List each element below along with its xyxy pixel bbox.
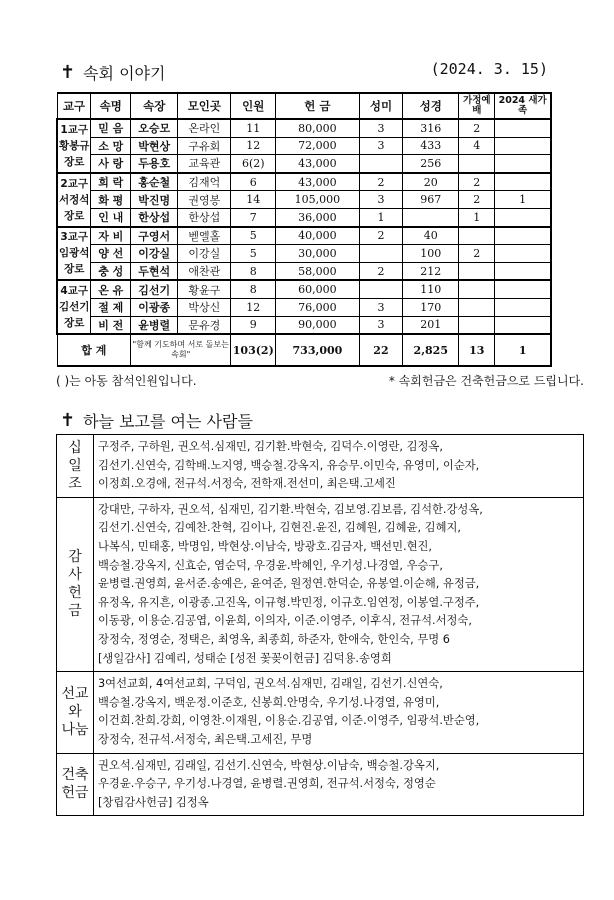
donor-line: 3여선교회, 4여선교회, 구덕임, 권오석.심재민, 김래일, 김선기.신연숙, — [98, 677, 443, 691]
table-cell: 1 — [495, 191, 551, 209]
col-header: 인원 — [231, 93, 276, 119]
table-cell: 믿 음 — [91, 119, 131, 137]
table-cell: 2 — [459, 245, 495, 263]
table-cell: 1 — [359, 208, 403, 226]
table-cell: 3 — [359, 119, 403, 137]
table-cell: 212 — [403, 262, 459, 280]
donor-category-line: 사 — [68, 567, 82, 584]
table-cell: 8 — [231, 280, 276, 298]
cross-icon: ✝ — [60, 61, 76, 83]
table-cell: 2 — [459, 191, 495, 209]
table-cell: 두현석 — [131, 262, 178, 280]
donor-list — [94, 497, 584, 671]
table-cell: 이강실 — [178, 245, 231, 263]
table-cell: 김재억 — [178, 173, 231, 191]
table-cell: 박현상 — [131, 137, 178, 155]
table-cell: 9 — [231, 316, 276, 334]
table-row — [57, 316, 551, 334]
donor-line: 나복식, 민태홍, 박명임, 박현상.이남숙, 방광호.김금자, 백선민.현진, — [98, 539, 433, 553]
district-label — [57, 227, 91, 281]
table-row — [57, 262, 551, 280]
col-header: 가정예배 — [459, 93, 495, 119]
total-cell: "함께 기도하며 서로 돌보는 속회" — [131, 334, 231, 366]
col-header: 성경 — [403, 93, 459, 119]
col-header: 헌 금 — [276, 93, 359, 119]
table-cell: 희 락 — [91, 173, 131, 191]
donor-line: 김선기.신연숙, 김예찬.찬혁, 김이나, 김현진.윤진, 김혜원, 김혜윤, 김혜지, — [98, 521, 462, 535]
table-cell: 170 — [403, 298, 459, 316]
table-header-row — [57, 93, 551, 119]
donor-line: 구정주, 구하원, 권오석.심재민, 김기환.박현숙, 김덕수.이영란, 김정옥, — [98, 440, 443, 453]
donor-line: 백승철.강옥지, 신효순, 염순덕, 우경윤.박혜인, 우기성.나경열, 우승구, — [98, 558, 443, 572]
table-cell: 2 — [459, 173, 495, 191]
table-cell: 박진명 — [131, 191, 178, 209]
donor-category-line: 조 — [68, 475, 82, 492]
donor-list — [94, 672, 584, 753]
table-cell: 한상섭 — [178, 208, 231, 226]
table-cell: 43,000 — [276, 155, 359, 173]
district-label-line: 4교구 — [60, 285, 88, 298]
table-row — [57, 227, 551, 245]
table-cell — [495, 280, 551, 298]
col-header: 교구 — [57, 93, 91, 119]
table-row — [57, 173, 551, 191]
table-cell: 20 — [403, 173, 459, 191]
table-cell: 2 — [459, 119, 495, 137]
district-label-line: 장로 — [64, 209, 85, 222]
table-cell: 박상신 — [178, 298, 231, 316]
donor-row — [57, 497, 584, 671]
table-cell: 433 — [403, 137, 459, 155]
table-cell: 58,000 — [276, 262, 359, 280]
table-cell — [495, 119, 551, 137]
table-cell — [495, 173, 551, 191]
table-row — [57, 155, 551, 173]
table-cell: 100 — [403, 245, 459, 263]
donor-line: 이정희.오경애, 전규석.서정숙, 전학재.전선미, 최은택.고세진 — [98, 477, 396, 491]
table-cell: 30,000 — [276, 245, 359, 263]
report-date: (2024. 3. 15) — [430, 60, 548, 78]
table-cell: 교육관 — [178, 155, 231, 173]
table-cell — [495, 208, 551, 226]
table-cell: 구영서 — [131, 227, 178, 245]
total-cell: 103(2) — [231, 334, 276, 366]
table-cell — [459, 316, 495, 334]
table-cell — [495, 262, 551, 280]
col-header: 성미 — [359, 93, 403, 119]
donor-category-line: 건축 — [61, 767, 89, 784]
table-row — [57, 119, 551, 137]
table-cell: 소 망 — [91, 137, 131, 155]
total-cell: 733,000 — [276, 334, 359, 366]
donor-category-line: 십 — [68, 439, 82, 456]
donor-list — [94, 435, 584, 498]
district-label-line: 장로 — [64, 263, 85, 276]
col-header: 2024 새가족 — [495, 93, 551, 119]
table-cell: 온라인 — [178, 119, 231, 137]
table-cell: 비 전 — [91, 316, 131, 334]
table-cell: 2 — [359, 173, 403, 191]
table-cell: 8 — [231, 262, 276, 280]
section-header-meetings — [60, 59, 165, 85]
table-cell — [495, 137, 551, 155]
table-cell: 절 제 — [91, 298, 131, 316]
donor-category — [57, 753, 94, 816]
table-cell: 이광종 — [131, 298, 178, 316]
table-row — [57, 191, 551, 209]
donor-line: 김선기.신연숙, 김학배.노지영, 백승철.강옥지, 유승무.이민숙, 유영미, 이순자, — [98, 458, 480, 472]
donor-line: 강대만, 구하자, 권오석, 심재민, 김기환.박현숙, 김보영.김보름, 김석한.강성옥, — [98, 502, 483, 516]
total-cell: 2,825 — [403, 334, 459, 366]
district-label-line: 김선기 — [58, 301, 90, 314]
donor-line: 권오석.심재민, 김래일, 김선기.신연숙, 박현상.이남숙, 백승철.강옥지, — [98, 758, 440, 772]
table-cell: 자 비 — [91, 227, 131, 245]
table-cell: 12 — [231, 137, 276, 155]
district-label-line: 서정석 — [58, 193, 90, 206]
donor-line: 윤병렬.권영희, 윤서준.송예은, 윤여준, 원정연.한덕순, 유봉열.이순해, 유정금, — [98, 577, 480, 591]
table-cell — [403, 208, 459, 226]
table-cell: 14 — [231, 191, 276, 209]
donor-line: 백승철.강옥지, 백운정.이준호, 신봉희.안명숙, 우기성.나경열, 유영미, — [98, 695, 440, 709]
table-cell: 인 내 — [91, 208, 131, 226]
district-label — [57, 280, 91, 334]
table-cell — [359, 245, 403, 263]
meeting-table — [56, 92, 552, 367]
donor-line: 장정숙, 전규석.서정숙, 최은택.고세진, 무명 — [98, 732, 313, 746]
table-cell: 3 — [359, 137, 403, 155]
table-cell: 1 — [459, 208, 495, 226]
table-cell — [459, 262, 495, 280]
donor-row — [57, 672, 584, 753]
table-cell: 5 — [231, 227, 276, 245]
table-cell: 40,000 — [276, 227, 359, 245]
table-cell: 7 — [231, 208, 276, 226]
table-cell — [495, 316, 551, 334]
district-label-line: 장로 — [64, 317, 85, 330]
table-notes — [56, 372, 584, 389]
donor-row — [57, 753, 584, 816]
offering-note: * 속회헌금은 건축헌금으로 드립니다. — [388, 374, 584, 388]
total-row — [57, 334, 551, 366]
table-cell: 벧엘홀 — [178, 227, 231, 245]
donor-category-line: 감 — [68, 549, 82, 566]
table-cell — [459, 227, 495, 245]
donor-row — [57, 435, 584, 498]
donor-table — [56, 434, 584, 816]
district-label — [57, 119, 91, 173]
table-cell: 967 — [403, 191, 459, 209]
table-cell — [495, 245, 551, 263]
table-cell: 76,000 — [276, 298, 359, 316]
table-cell: 6(2) — [231, 155, 276, 173]
district-label-line: 임광석 — [58, 247, 90, 260]
table-cell — [459, 298, 495, 316]
section-header-donors — [60, 407, 253, 433]
table-cell — [495, 155, 551, 173]
table-cell: 43,000 — [276, 173, 359, 191]
table-cell — [495, 298, 551, 316]
total-cell: 합 계 — [57, 334, 131, 366]
table-cell: 40 — [403, 227, 459, 245]
table-cell: 60,000 — [276, 280, 359, 298]
table-cell: 충 성 — [91, 262, 131, 280]
table-cell: 316 — [403, 119, 459, 137]
table-cell: 문유경 — [178, 316, 231, 334]
district-label-line: 1교구 — [60, 123, 88, 136]
table-cell — [459, 155, 495, 173]
col-header: 모인곳 — [178, 93, 231, 119]
district-label-line: 황봉규 — [58, 139, 90, 152]
col-header: 속장 — [131, 93, 178, 119]
table-cell: 사 랑 — [91, 155, 131, 173]
district-label-line: 장로 — [64, 155, 85, 168]
table-cell: 2 — [359, 227, 403, 245]
table-cell — [359, 155, 403, 173]
total-cell: 22 — [359, 334, 403, 366]
table-cell: 두용호 — [131, 155, 178, 173]
table-row — [57, 245, 551, 263]
district-label-line: 2교구 — [60, 177, 88, 190]
table-cell: 양 선 — [91, 245, 131, 263]
table-cell: 80,000 — [276, 119, 359, 137]
donor-category-line: 일 — [68, 457, 82, 474]
table-cell: 5 — [231, 245, 276, 263]
col-header: 속명 — [91, 93, 131, 119]
donor-category — [57, 435, 94, 498]
donor-line: 이동광, 이용순.김공엽, 이윤희, 이의자, 이준.이영주, 이후식, 전규석.서정숙, — [98, 614, 472, 628]
table-cell: 오승모 — [131, 119, 178, 137]
donor-category-line: 선교 — [61, 686, 89, 703]
table-cell: 애찬관 — [178, 262, 231, 280]
table-cell: 12 — [231, 298, 276, 316]
table-cell: 김선기 — [131, 280, 178, 298]
donor-line: [창립감사헌금] 김정옥 — [98, 795, 209, 809]
donor-line: 우경윤.우승구, 우기성.나경열, 윤병렬.권영희, 전규석.서정숙, 정영순 — [98, 777, 436, 791]
cross-icon: ✝ — [60, 409, 76, 431]
district-label-line: 3교구 — [60, 231, 88, 244]
donor-line: 유정옥, 유지흔, 이광종.고진옥, 이규형.박민정, 이규호.임연정, 이봉열.구정주, — [98, 595, 480, 609]
donor-category-line: 헌 — [68, 585, 82, 602]
table-cell: 구유회 — [178, 137, 231, 155]
donor-category-line: 나눔 — [61, 722, 89, 739]
table-cell — [459, 280, 495, 298]
table-cell: 이강실 — [131, 245, 178, 263]
table-cell: 36,000 — [276, 208, 359, 226]
table-cell: 6 — [231, 173, 276, 191]
table-cell: 11 — [231, 119, 276, 137]
district-label — [57, 173, 91, 227]
table-cell: 권영봉 — [178, 191, 231, 209]
table-cell: 온 유 — [91, 280, 131, 298]
donor-category — [57, 672, 94, 753]
table-cell: 72,000 — [276, 137, 359, 155]
donor-line: [생일감사] 김예리, 성태순 [성전 꽃꽂이헌금] 김덕용.송영희 — [98, 651, 392, 665]
table-cell: 3 — [359, 298, 403, 316]
section-title: 하늘 보고를 여는 사람들 — [83, 411, 253, 431]
total-cell: 1 — [495, 334, 551, 366]
section-title: 속회 이야기 — [83, 63, 166, 83]
donor-line: 이건희.찬희.강희, 이영찬.이재원, 이용순.김공엽, 이준.이영주, 임광석.반순영, — [98, 714, 480, 728]
donor-category-line: 와 — [68, 704, 82, 721]
donor-category-line: 헌금 — [61, 785, 89, 802]
table-cell: 윤병렬 — [131, 316, 178, 334]
table-cell: 90,000 — [276, 316, 359, 334]
table-cell: 3 — [359, 316, 403, 334]
table-cell: 4 — [459, 137, 495, 155]
table-cell: 홍순철 — [131, 173, 178, 191]
table-row — [57, 298, 551, 316]
table-cell: 110 — [403, 280, 459, 298]
table-row — [57, 280, 551, 298]
table-cell: 3 — [359, 191, 403, 209]
child-note: ( )는 아동 참석인원입니다. — [56, 374, 197, 388]
donor-category — [57, 497, 94, 671]
table-row — [57, 208, 551, 226]
table-cell: 105,000 — [276, 191, 359, 209]
total-cell: 13 — [459, 334, 495, 366]
table-cell: 황윤구 — [178, 280, 231, 298]
table-cell — [495, 227, 551, 245]
table-cell: 한상섭 — [131, 208, 178, 226]
table-cell: 화 평 — [91, 191, 131, 209]
table-row — [57, 137, 551, 155]
donor-category-line: 금 — [68, 603, 82, 620]
donor-list — [94, 753, 584, 816]
table-cell — [359, 280, 403, 298]
table-cell: 201 — [403, 316, 459, 334]
donor-line: 장정숙, 정영순, 정택은, 최영옥, 최종희, 하준자, 한애숙, 한인숙, 무명 6 — [98, 632, 450, 646]
table-cell: 2 — [359, 262, 403, 280]
table-cell: 256 — [403, 155, 459, 173]
